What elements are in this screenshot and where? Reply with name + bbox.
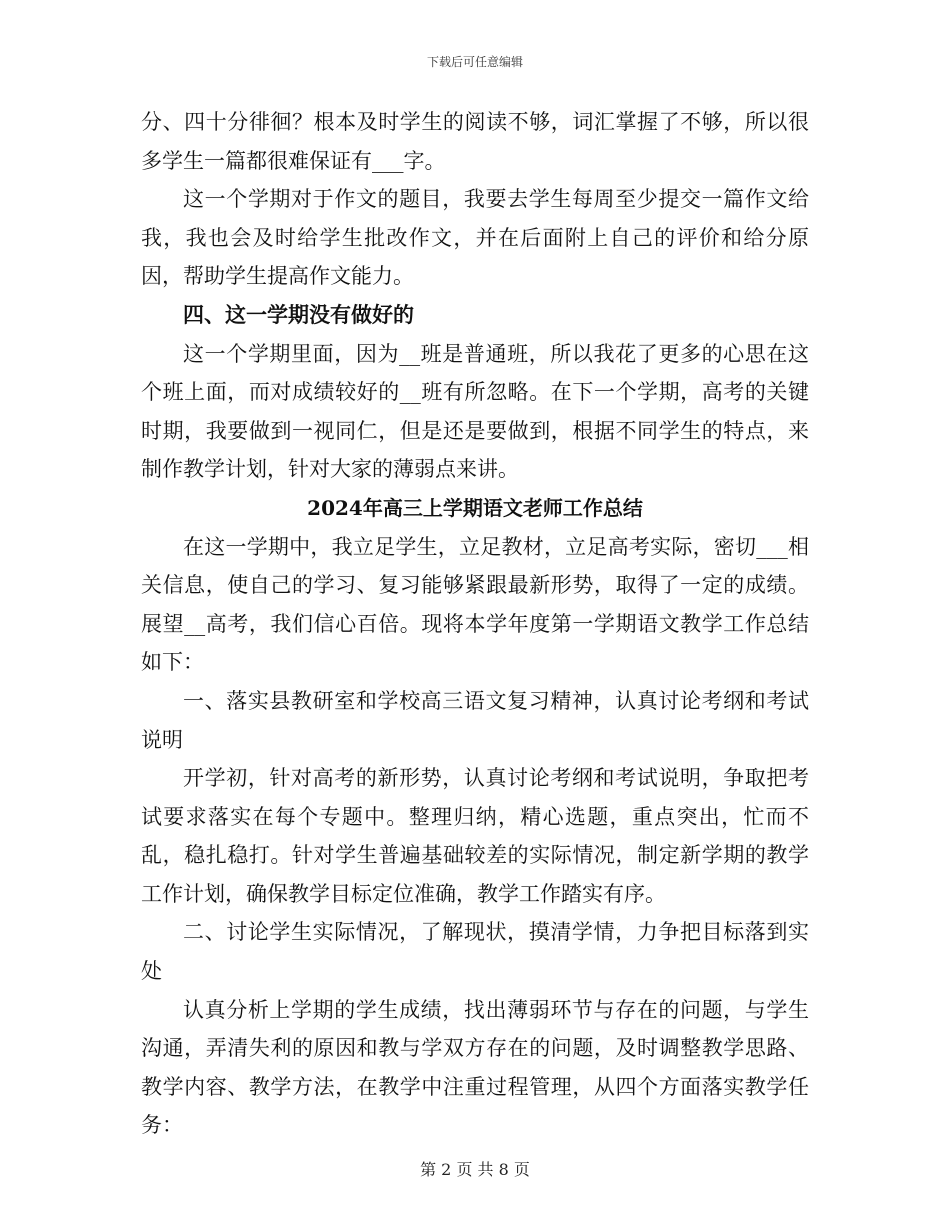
document-title: 2024年高三上学期语文老师工作总结: [307, 495, 643, 520]
paragraph-shortcomings: 这一个学期里面，因为__班是普通班，所以我花了更多的心思在这个班上面，而对成绩较好的__班有所忽略。在下一个学期，高考的关键时期，我要做到一视同仁，但是还是要做到，根据不同学生的特点，来制作教学计划，针对大家的薄弱点来讲。: [141, 341, 809, 482]
paragraph-essay: 这一个学期对于作文的题目，我要去学生每周至少提交一篇作文给我，我也会及时给学生批改作文，并在后面附上自己的评价和给分原因，帮助学生提高作文能力。: [141, 187, 809, 289]
section-heading-two: 二、讨论学生实际情况，了解现状，摸清学情，力争把目标落到实处: [141, 920, 809, 984]
document-body: [141, 103, 809, 1145]
paragraph-continued: 分、四十分徘徊？根本及时学生的阅读不够，词汇掌握了不够，所以很多学生一篇都很难保证有___字。: [141, 110, 809, 173]
paragraph-analysis: 认真分析上学期的学生成绩，找出薄弱环节与存在的问题，与学生沟通，弄清失利的原因和教与学双方存在的问题，及时调整教学思路、教学内容、教学方法，在教学中注重过程管理，从四个方面落实教学任务：: [141, 997, 809, 1138]
section-heading-four: 四、这一学期没有做好的: [183, 301, 414, 327]
page-header-note: 下载后可任意编辑: [426, 55, 523, 69]
paragraph-intro: 在这一学期中，我立足学生，立足教材，立足高考实际，密切___相关信息，使自己的学习、复习能够紧跟最新形势，取得了一定的成绩。展望__高考，我们信心百倍。现将本学年度第一学期语文教学工作总结如下：: [141, 534, 809, 675]
paragraph-syllabus: 开学初，针对高考的新形势，认真讨论考纲和考试说明，争取把考试要求落实在每个专题中。整理归纳，精心选题，重点突出，忙而不乱，稳扎稳打。针对学生普遍基础较差的实际情况，制定新学期的教学工作计划，确保教学目标定位准确，教学工作踏实有序。: [141, 766, 809, 906]
section-heading-one: 一、落实县教研室和学校高三语文复习精神，认真讨论考纲和考试说明: [141, 688, 809, 752]
page-number: 第 2 页 共 8 页: [420, 1160, 530, 1179]
